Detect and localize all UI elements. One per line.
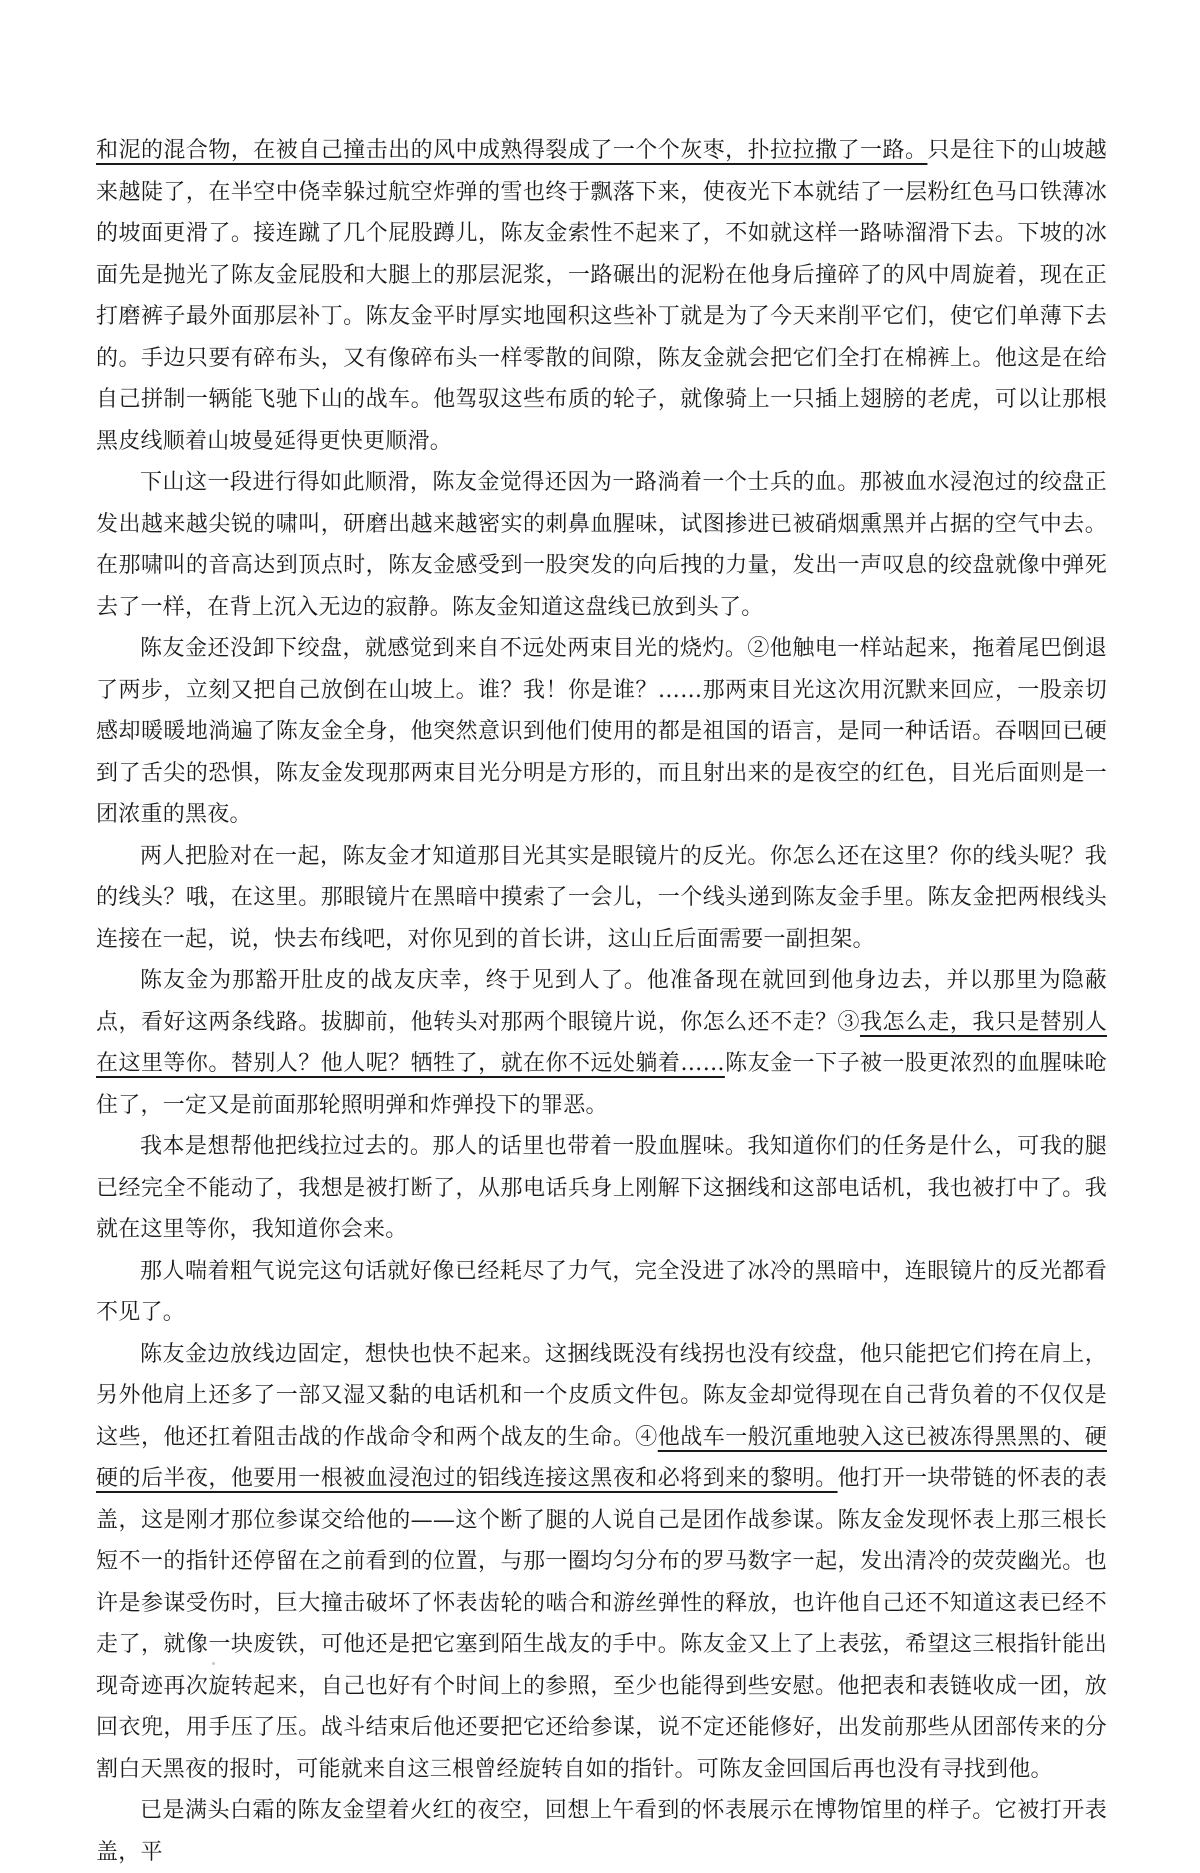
paragraph	[96, 1790, 1107, 1873]
paragraph	[96, 960, 1107, 1126]
paragraph	[96, 1334, 1107, 1791]
text-segment: 陈友金为那豁开肚皮的战友庆幸，终于见到人了。他准备现在就回到他身边去，并以那里为隐蔽点，看好这两条线路。拔脚前，他转头对那两个眼镜片说，你怎么还不走？③	[96, 968, 1107, 1035]
text-segment: 陈友金还没卸下绞盘，就感觉到来自不远处两束目光的烧灼。②他触电一样站起来，拖着尾巴倒退了两步，立刻又把自己放倒在山坡上。谁？我！你是谁？……那两束目光这次用沉默来回应，一股亲切感却暖暖地淌遍了陈友金全身，他突然意识到他们使用的都是祖国的语言，是同一种话语。吞咽回已硬到了舌尖的恐惧，陈友金发现那两束目光分明是方形的，而且射出来的是夜空的红色，目光后面则是一团浓重的黑夜。	[96, 636, 1107, 827]
text-segment: 只是往下的山坡越来越陡了，在半空中侥幸躲过航空炸弹的雪也终于飘落下来，使夜光下本就结了一层粉红色马口铁薄冰的坡面更滑了。接连蹴了几个屁股蹲儿，陈友金索性不起来了，不如就这样一路哧溜滑下去。下坡的冰面先是抛光了陈友金屁股和大腿上的那层泥浆，一路碾出的泥粉在他身后撞碎了的风中周旋着，现在正打磨裤子最外面那层补丁。陈友金平时厚实地囤积这些补丁就是为了今天来削平它们，使它们单薄下去的。手边只要有碎布头，又有像碎布头一样零散的间隙，陈友金就会把它们全打在棉裤上。他这是在给自己拼制一辆能飞驰下山的战车。他驾驭这些布质的轮子，就像骑上一只插上翅膀的老虎，可以让那根黑皮线顺着山坡曼延得更快更顺滑。	[96, 138, 1107, 454]
paragraph	[96, 628, 1107, 836]
text-segment: 我本是想帮他把线拉过去的。那人的话里也带着一股血腥味。我知道你们的任务是什么，可我的腿已经完全不能动了，我想是被打断了，从那电话兵身上刚解下这捆线和这部电话机，我也被打中了。我就在这里等你，我知道你会来。	[96, 1134, 1107, 1242]
text-segment: 下山这一段进行得如此顺滑，陈友金觉得还因为一路淌着一个士兵的血。那被血水浸泡过的绞盘正发出越来越尖锐的啸叫，研磨出越来越密实的刺鼻血腥味，试图掺进已被硝烟熏黑并占据的空气中去。在那啸叫的音高达到顶点时，陈友金感受到一股突发的向后拽的力量，发出一声叹息的绞盘就像中弹死去了一样，在背上沉入无边的寂静。陈友金知道这盘线已放到头了。	[96, 470, 1107, 620]
text-segment: 已是满头白霜的陈友金望着火红的夜空，回想上午看到的怀表展示在博物馆里的样子。它被打开表盖，平	[96, 1798, 1107, 1865]
paragraph	[96, 1126, 1107, 1251]
text-segment: 陈友金一下子被一股更浓烈的血腥味呛住了，一定又是前面那轮照明弹和炸弹投下的罪恶。	[96, 1051, 1107, 1118]
paragraph	[96, 1251, 1107, 1334]
paragraph	[96, 462, 1107, 628]
text-segment: 他打开一块带链的怀表的表盖，这是刚才那位参谋交给他的——这个断了腿的人说自己是团作战参谋。陈友金发现怀表上那三根长短不一的指针还停留在之前看到的位置，与那一圈均匀分布的罗马数字一起，发出清冷的荧荧幽光。也许是参谋受伤时，巨大撞击破坏了怀表齿轮的啮合和游丝弹性的释放，也许他自己还不知道这表已经不走了，就像一块废铁，可他还是把它塞到陌生战友的手中。陈友金又上了上表弦，希望这三根指针能出现奇迹再次旋转起来，自己也好有个时间上的参照，至少也能得到些安慰。他把表和表链收成一团，放回衣兜，用手压了压。战斗结束后他还要把它还给参谋，说不定还能修好，出发前那些从团部传来的分割白天黑夜的报时，可能就来自这三根曾经旋转自如的指针。可陈友金回国后再也没有寻找到他。	[96, 1466, 1107, 1782]
footer-mark	[212, 1662, 215, 1665]
text-segment: 那人喘着粗气说完这句话就好像已经耗尽了力气，完全没进了冰冷的黑暗中，连眼镜片的反光都看不见了。	[96, 1258, 1107, 1325]
text-segment: 两人把脸对在一起，陈友金才知道那目光其实是眼镜片的反光。你怎么还在这里？你的线头呢？我的线头？哦，在这里。那眼镜片在黑暗中摸索了一会儿，一个线头递到陈友金手里。陈友金把两根线头连接在一起，说，快去布线吧，对你见到的首长讲，这山丘后面需要一副担架。	[96, 843, 1107, 952]
text-segment: 陈友金边放线边固定，想快也快不起来。这捆线既没有线拐也没有绞盘，他只能把它们挎在肩上，另外他肩上还多了一部又湿又黏的电话机和一个皮质文件包。陈友金却觉得现在自己背负着的不仅仅是这些，他还扛着阻击战的作战命令和两个战友的生命。④	[96, 1341, 1107, 1450]
paragraph	[96, 130, 1107, 462]
underlined-text: 我怎么走，我只是替别人在这里等你。替别人？他人呢？牺牲了，就在你不远处躺着……	[96, 1009, 1107, 1076]
underlined-text: 他战车一般沉重地驶入这已被冻得黑黑的、硬硬的后半夜，他要用一根被血浸泡过的铝线连接这黑夜和必将到来的黎明。	[96, 1424, 1107, 1491]
paragraph	[96, 836, 1107, 961]
underlined-text: 和泥的混合物，在被自己撞击出的风中成熟得裂成了一个个灰枣，扑拉拉撒了一路。	[96, 138, 928, 163]
